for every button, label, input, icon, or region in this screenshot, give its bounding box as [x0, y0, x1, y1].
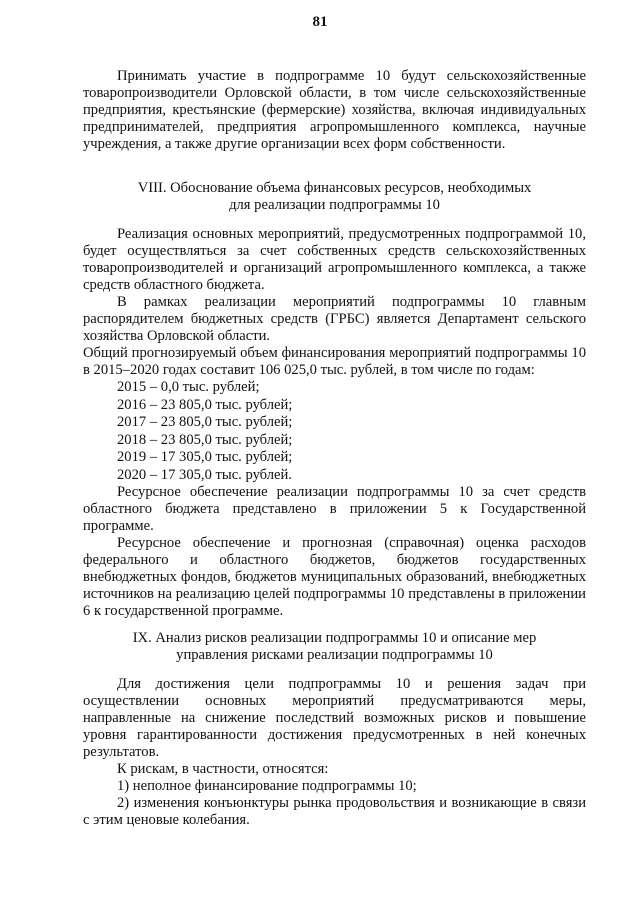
section-9-heading: [83, 630, 586, 664]
page-number: 81: [312, 14, 328, 30]
section-8-heading-line-2: для реализации подпрограммы 10: [229, 197, 440, 213]
section-8-paragraph-5: Ресурсное обеспечение и прогнозная (справочная) оценка расходов федерального и областного бюджетов, бюджетов государственных внебюджетных фондов, бюджетов муниципальных образований, внебюджетных источников на реализацию целей подпрограммы 10 представлены в приложении 6 к государственной программе.: [83, 535, 586, 619]
year-line-2020: 2020 – 17 305,0 тыс. рублей.: [117, 466, 292, 483]
section-8-paragraph-4: Ресурсное обеспечение реализации подпрограммы 10 за счет средств областного бюджета представлено в приложении 5 к Государственной программе.: [83, 484, 586, 534]
section-8-body: [83, 226, 586, 620]
intro-block: [83, 68, 586, 153]
year-line-2018: 2018 – 23 805,0 тыс. рублей;: [117, 431, 293, 448]
risk-list-item-2: 2) изменения конъюнктуры рынка продовольствия и возникающие в связи с этим ценовые колебания.: [83, 795, 586, 828]
section-9-heading-line-1: IX. Анализ рисков реализации подпрограммы 10 и описание мер: [132, 630, 537, 646]
year-line-2019: 2019 – 17 305,0 тыс. рублей;: [117, 449, 293, 465]
intro-paragraph: Принимать участие в подпрограмме 10 будут сельскохозяйственные товаропроизводители Орловской области, в том числе сельскохозяйственные предприятия, крестьянские (фермерские) хозяйства, включая индивидуальных предпринимателей, предприятия агропромышленного комплекса, научные учреждения, а также другие организации всех форм собственности.: [83, 68, 586, 152]
section-9-paragraph-2: К рискам, в частности, относятся:: [117, 761, 329, 777]
section-9-body: [83, 676, 586, 829]
section-8-paragraph-3: Общий прогнозируемый объем финансирования мероприятий подпрограммы 10 в 2015–2020 годах составит 106 025,0 тыс. рублей, в том числе по годам:: [83, 345, 586, 378]
section-9-heading-line-2: управления рисками реализации подпрограммы 10: [176, 647, 493, 663]
year-line-2017: 2017 – 23 805,0 тыс. рублей;: [117, 414, 293, 430]
section-8-heading-line-1: VIII. Обоснование объема финансовых ресурсов, необходимых: [137, 180, 532, 196]
risk-list-item-1: 1) неполное финансирование подпрограммы 10;: [117, 778, 417, 794]
year-line-2016: 2016 – 23 805,0 тыс. рублей;: [117, 396, 293, 413]
section-8-paragraph-1: Реализация основных мероприятий, предусмотренных подпрограммой 10, будет осуществляться за счет собственных средств сельскохозяйственных товаропроизводителей и организаций агропромышленного комплекса, а также средств областного бюджета.: [83, 226, 586, 293]
section-8-paragraph-2: В рамках реализации мероприятий подпрограммы 10 главным распорядителем бюджетных средств (ГРБС) является Департамент сельского хозяйства Орловской области.: [83, 294, 586, 344]
section-9-paragraph-1: Для достижения цели подпрограммы 10 и решения задач при осуществлении основных мероприятий предусматриваются меры, направленные на снижение последствий возможных рисков и повышение уровня гарантированности достижения предусмотренных в ней конечных результатов.: [83, 676, 586, 760]
year-line-2015: 2015 – 0,0 тыс. рублей;: [117, 379, 260, 395]
section-8-heading: [83, 180, 586, 214]
